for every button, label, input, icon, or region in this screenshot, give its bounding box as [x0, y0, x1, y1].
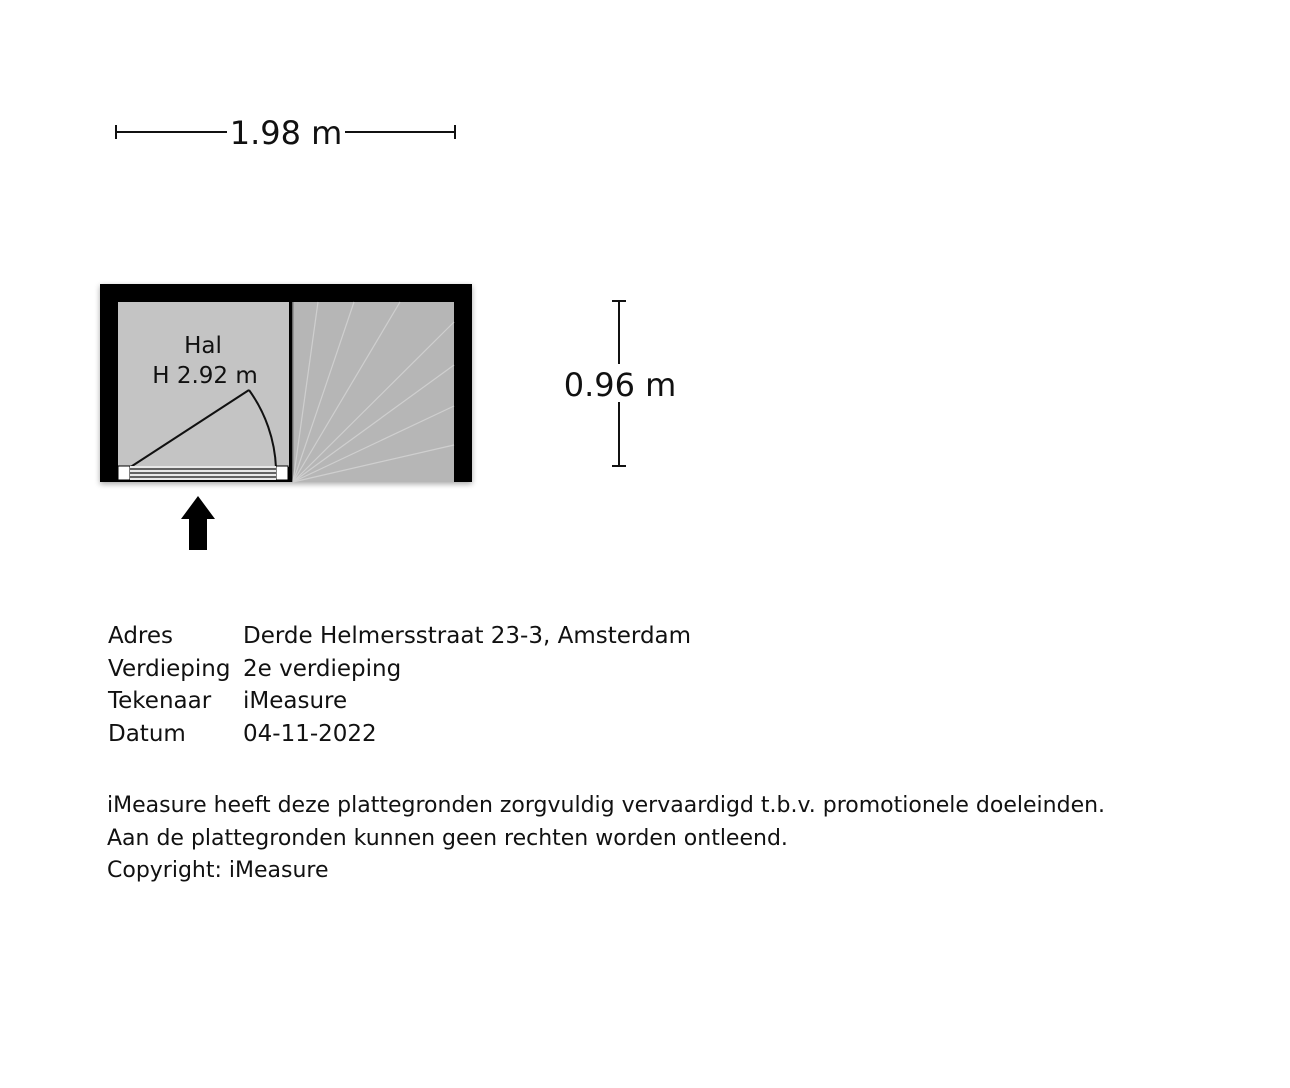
- disclaimer-line: Aan de plattegronden kunnen geen rechten worden ontleend.: [107, 825, 788, 851]
- info-value: Derde Helmersstraat 23-3, Amsterdam: [243, 623, 692, 649]
- info-row-floor: [108, 653, 691, 686]
- disclaimer-line: iMeasure heeft deze plattegronden zorgvuldig vervaardigd t.b.v. promotionele doeleinden.: [107, 793, 1106, 818]
- info-label: Verdieping: [108, 655, 231, 682]
- entrance-arrow-icon: [181, 496, 215, 550]
- disclaimer: [107, 790, 1105, 888]
- room-height: H 2.92 m: [152, 363, 258, 389]
- info-row-date: [108, 718, 691, 751]
- plan-info: [108, 620, 691, 750]
- info-value: iMeasure: [243, 688, 348, 714]
- info-value: 04-11-2022: [243, 720, 377, 747]
- room-name: Hal: [184, 333, 222, 359]
- staircase-icon: [293, 302, 454, 482]
- info-value: 2e verdieping: [243, 655, 402, 682]
- copyright-line: Copyright: iMeasure: [107, 858, 329, 883]
- info-row-drafter: [108, 685, 691, 718]
- info-row-address: [108, 620, 691, 653]
- height-dimension: [564, 301, 677, 466]
- width-label: 1.98 m: [229, 114, 343, 152]
- door-opening: [118, 466, 288, 480]
- height-label: 0.96 m: [563, 366, 677, 404]
- info-label: Adres: [108, 623, 174, 649]
- info-label: Datum: [108, 720, 186, 747]
- info-label: Tekenaar: [108, 688, 212, 714]
- width-dimension: [116, 114, 455, 152]
